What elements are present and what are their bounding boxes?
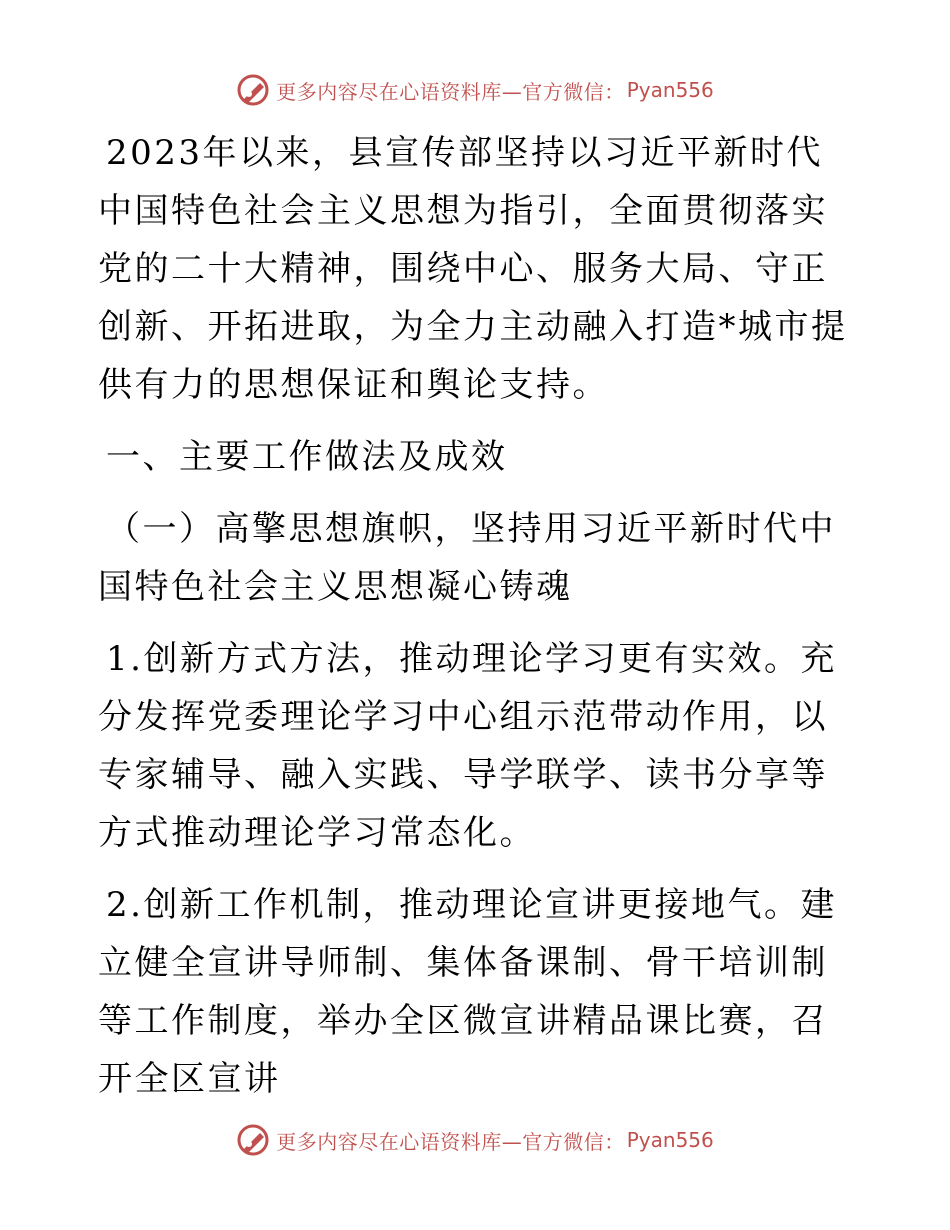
intro-paragraph: 2023年以来，县宣传部坚持以习近平新时代中国特色社会主义思想为指引，全面贯彻落实党的二十大精神，围绕中心、服务大局、守正创新、开拓进取，为全力主动融入打造*城市提供有力的思想保证和舆论支持。 (98, 133, 848, 405)
pen-circle-icon (236, 1123, 270, 1157)
watermark-wechat-id: Pyan556 (626, 1128, 714, 1152)
pen-circle-icon (236, 73, 270, 107)
header-watermark (0, 70, 950, 110)
footer-watermark (0, 1120, 950, 1160)
watermark-wechat-id: Pyan556 (626, 78, 714, 102)
item-paragraph-1: 1.创新方式方法，推动理论学习更有实效。充分发挥党委理论学习中心组示范带动作用，以专家辅导、融入实践、导学联学、读书分享等方式推动理论学习常态化。 (98, 639, 837, 853)
subsection-heading-1: （一）高擎思想旗帜，坚持用习近平新时代中国特色社会主义思想凝心铸魂 (98, 509, 836, 607)
item-paragraph-2: 2.创新工作机制，推动理论宣讲更接地气。建立健全宣讲导师制、集体备课制、骨干培训制等工作制度，举办全区微宣讲精品课比赛，召开全区宣讲 (98, 885, 837, 1099)
section-heading-1: 一、主要工作做法及成效 (106, 437, 508, 477)
watermark-text: 更多内容尽在心语资料库—官方微信： (276, 79, 625, 104)
document-body (98, 120, 850, 1108)
watermark-text: 更多内容尽在心语资料库—官方微信： (276, 1129, 625, 1154)
